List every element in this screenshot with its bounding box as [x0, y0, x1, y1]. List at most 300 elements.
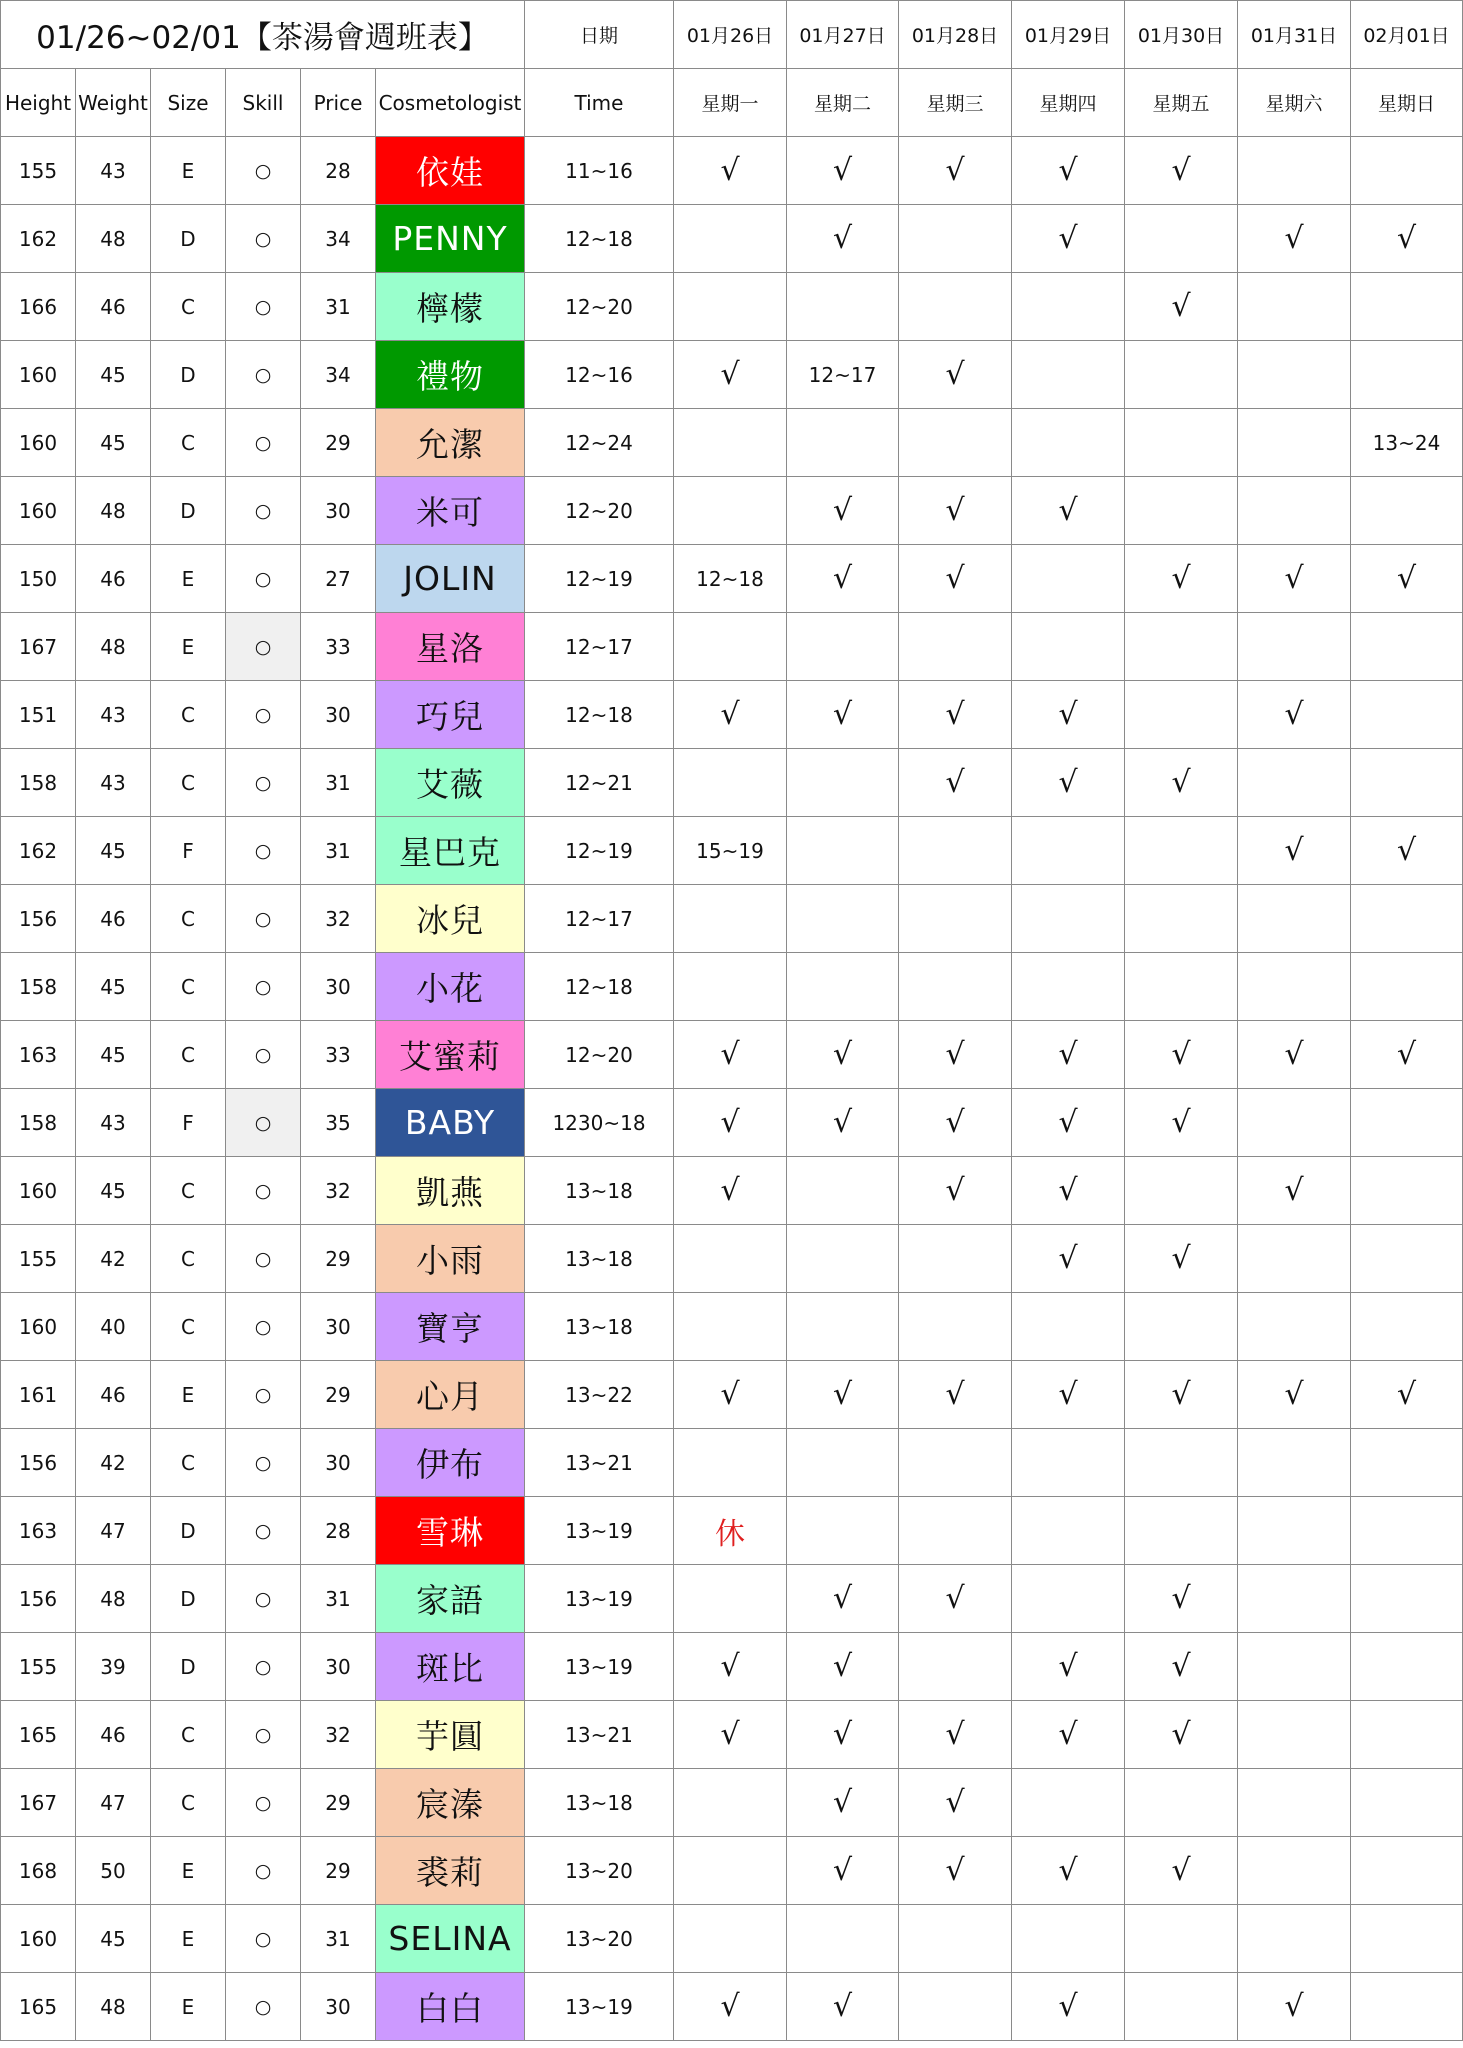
check-mark: √ [1238, 681, 1351, 749]
day-cell [674, 1225, 787, 1293]
size-cell: F [151, 1089, 226, 1157]
size-cell: C [151, 1293, 226, 1361]
cosmetologist-name: 白白 [376, 1973, 525, 2041]
day-cell [1238, 1701, 1351, 1769]
weight-cell: 43 [76, 681, 151, 749]
day-cell [1238, 1497, 1351, 1565]
price-cell: 34 [301, 341, 376, 409]
day-cell [1125, 341, 1238, 409]
cosmetologist-name: 凱燕 [376, 1157, 525, 1225]
price-cell: 28 [301, 137, 376, 205]
table-row [1, 749, 1463, 817]
skill-cell: ○ [226, 1905, 301, 1973]
weight-cell: 45 [76, 409, 151, 477]
skill-cell: ○ [226, 205, 301, 273]
size-cell: C [151, 1701, 226, 1769]
check-mark: √ [787, 1973, 899, 2041]
day-cell [1351, 1497, 1463, 1565]
day-cell [899, 205, 1012, 273]
day-cell [899, 1293, 1012, 1361]
weight-cell: 42 [76, 1429, 151, 1497]
check-mark: √ [787, 1701, 899, 1769]
time-cell: 11~16 [525, 137, 674, 205]
day-hours: 13~24 [1351, 409, 1463, 477]
size-cell: C [151, 409, 226, 477]
skill-cell: ○ [226, 1021, 301, 1089]
day-cell [1125, 1157, 1238, 1225]
day-cell [1125, 1905, 1238, 1973]
skill-cell: ○ [226, 1973, 301, 2041]
check-mark: √ [1012, 1633, 1125, 1701]
height-cell: 158 [1, 953, 76, 1021]
day-cell [1351, 613, 1463, 681]
height-cell: 166 [1, 273, 76, 341]
table-row [1, 1837, 1463, 1905]
skill-cell: ○ [226, 1497, 301, 1565]
day-cell [674, 1429, 787, 1497]
weekday-header: 星期六 [1238, 69, 1351, 137]
check-mark: √ [1238, 1157, 1351, 1225]
skill-cell: ○ [226, 1701, 301, 1769]
table-row [1, 885, 1463, 953]
day-cell [674, 749, 787, 817]
skill-cell: ○ [226, 1633, 301, 1701]
table-row [1, 1157, 1463, 1225]
price-cell: 29 [301, 1361, 376, 1429]
time-cell: 13~19 [525, 1497, 674, 1565]
day-cell [1351, 477, 1463, 545]
day-cell [787, 953, 899, 1021]
cosmetologist-name: 檸檬 [376, 273, 525, 341]
day-cell [1012, 885, 1125, 953]
day-cell [1238, 1225, 1351, 1293]
day-cell [674, 205, 787, 273]
skill-cell: ○ [226, 1769, 301, 1837]
day-cell [1238, 1837, 1351, 1905]
check-mark: √ [1012, 1361, 1125, 1429]
check-mark: √ [1238, 1021, 1351, 1089]
price-cell: 30 [301, 1633, 376, 1701]
height-cell: 160 [1, 477, 76, 545]
check-mark: √ [1125, 1225, 1238, 1293]
day-cell [787, 1429, 899, 1497]
day-cell [1351, 749, 1463, 817]
height-cell: 165 [1, 1973, 76, 2041]
time-cell: 13~19 [525, 1973, 674, 2041]
check-mark: √ [1125, 1633, 1238, 1701]
height-cell: 162 [1, 205, 76, 273]
check-mark: √ [674, 681, 787, 749]
skill-cell: ○ [226, 1089, 301, 1157]
day-cell [899, 1225, 1012, 1293]
check-mark: √ [674, 1089, 787, 1157]
height-cell: 160 [1, 1293, 76, 1361]
price-cell: 27 [301, 545, 376, 613]
check-mark: √ [674, 1633, 787, 1701]
table-row [1, 137, 1463, 205]
check-mark: √ [1351, 545, 1463, 613]
time-cell: 12~17 [525, 613, 674, 681]
date-label: 日期 [525, 1, 674, 69]
date-header: 01月26日 [674, 1, 787, 69]
check-mark: √ [1238, 1973, 1351, 2041]
day-cell [787, 1225, 899, 1293]
time-cell: 1230~18 [525, 1089, 674, 1157]
day-cell [1125, 885, 1238, 953]
day-cell [787, 749, 899, 817]
time-cell: 12~19 [525, 545, 674, 613]
check-mark: √ [674, 1157, 787, 1225]
day-cell [787, 1905, 899, 1973]
day-cell [899, 1633, 1012, 1701]
size-cell: E [151, 545, 226, 613]
size-cell: C [151, 1225, 226, 1293]
check-mark: √ [1238, 817, 1351, 885]
day-cell [1238, 137, 1351, 205]
time-cell: 12~20 [525, 273, 674, 341]
day-cell [1125, 1973, 1238, 2041]
height-cell: 155 [1, 137, 76, 205]
size-cell: D [151, 205, 226, 273]
weight-cell: 48 [76, 613, 151, 681]
price-cell: 33 [301, 613, 376, 681]
check-mark: √ [1125, 1361, 1238, 1429]
day-cell [1012, 817, 1125, 885]
height-cell: 156 [1, 1429, 76, 1497]
size-cell: C [151, 681, 226, 749]
weight-cell: 45 [76, 1905, 151, 1973]
day-cell [1351, 1429, 1463, 1497]
check-mark: √ [1012, 1225, 1125, 1293]
day-cell [787, 885, 899, 953]
skill-cell: ○ [226, 1361, 301, 1429]
cosmetologist-name: PENNY [376, 205, 525, 273]
size-cell: E [151, 1973, 226, 2041]
weight-cell: 47 [76, 1769, 151, 1837]
table-row [1, 273, 1463, 341]
height-cell: 160 [1, 409, 76, 477]
check-mark: √ [1125, 1701, 1238, 1769]
check-mark: √ [787, 681, 899, 749]
day-cell [1351, 1633, 1463, 1701]
price-cell: 31 [301, 749, 376, 817]
check-mark: √ [1238, 1361, 1351, 1429]
check-mark: √ [899, 681, 1012, 749]
time-cell: 12~18 [525, 953, 674, 1021]
check-mark: √ [899, 545, 1012, 613]
table-row [1, 1293, 1463, 1361]
day-cell [1238, 477, 1351, 545]
price-cell: 29 [301, 1769, 376, 1837]
day-cell [1351, 1769, 1463, 1837]
check-mark: √ [787, 1089, 899, 1157]
check-mark: √ [1012, 1157, 1125, 1225]
time-cell: 12~24 [525, 409, 674, 477]
time-cell: 13~19 [525, 1633, 674, 1701]
size-cell: C [151, 1157, 226, 1225]
day-cell [1238, 613, 1351, 681]
day-cell [1012, 409, 1125, 477]
cosmetologist-name: 艾蜜莉 [376, 1021, 525, 1089]
price-cell: 32 [301, 1157, 376, 1225]
day-cell [787, 1497, 899, 1565]
table-row [1, 613, 1463, 681]
skill-cell: ○ [226, 749, 301, 817]
check-mark: √ [787, 1021, 899, 1089]
check-mark: √ [787, 545, 899, 613]
day-cell [787, 817, 899, 885]
price-cell: 34 [301, 205, 376, 273]
size-cell: C [151, 953, 226, 1021]
day-cell [1012, 1429, 1125, 1497]
day-cell [1012, 1905, 1125, 1973]
weight-cell: 48 [76, 1973, 151, 2041]
table-row [1, 1701, 1463, 1769]
day-cell [1012, 1565, 1125, 1633]
day-cell [1351, 341, 1463, 409]
skill-cell: ○ [226, 817, 301, 885]
time-cell: 12~21 [525, 749, 674, 817]
height-cell: 158 [1, 749, 76, 817]
height-cell: 155 [1, 1225, 76, 1293]
date-header: 01月31日 [1238, 1, 1351, 69]
check-mark: √ [674, 137, 787, 205]
table-row [1, 1429, 1463, 1497]
table-row [1, 1225, 1463, 1293]
day-cell [1238, 409, 1351, 477]
cosmetologist-name: 斑比 [376, 1633, 525, 1701]
size-cell: E [151, 137, 226, 205]
time-cell: 13~21 [525, 1701, 674, 1769]
size-cell: F [151, 817, 226, 885]
weight-cell: 43 [76, 137, 151, 205]
time-cell: 13~18 [525, 1293, 674, 1361]
day-cell [674, 1905, 787, 1973]
size-cell: E [151, 613, 226, 681]
table-row [1, 545, 1463, 613]
day-hours: 12~18 [674, 545, 787, 613]
day-cell [1012, 1497, 1125, 1565]
height-cell: 161 [1, 1361, 76, 1429]
day-cell [787, 613, 899, 681]
check-mark: √ [1012, 477, 1125, 545]
table-row [1, 1089, 1463, 1157]
price-cell: 30 [301, 1973, 376, 2041]
time-cell: 12~20 [525, 477, 674, 545]
check-mark: √ [787, 477, 899, 545]
price-cell: 33 [301, 1021, 376, 1089]
time-cell: 13~21 [525, 1429, 674, 1497]
time-cell: 13~19 [525, 1565, 674, 1633]
cosmetologist-name: BABY [376, 1089, 525, 1157]
size-cell: C [151, 1429, 226, 1497]
weight-cell: 48 [76, 1565, 151, 1633]
weight-cell: 50 [76, 1837, 151, 1905]
check-mark: √ [899, 137, 1012, 205]
day-cell [1238, 1633, 1351, 1701]
check-mark: √ [899, 1565, 1012, 1633]
day-cell [674, 613, 787, 681]
day-cell [1012, 1769, 1125, 1837]
check-mark: √ [899, 1769, 1012, 1837]
check-mark: √ [1125, 1837, 1238, 1905]
day-cell [1012, 613, 1125, 681]
check-mark: √ [899, 341, 1012, 409]
day-cell [1012, 1293, 1125, 1361]
price-cell: 29 [301, 409, 376, 477]
skill-cell: ○ [226, 1157, 301, 1225]
weight-cell: 46 [76, 273, 151, 341]
price-cell: 31 [301, 1565, 376, 1633]
title-row [1, 1, 1463, 69]
day-cell [1351, 1905, 1463, 1973]
day-cell [674, 953, 787, 1021]
column-header-size: Size [151, 69, 226, 137]
check-mark: √ [899, 1701, 1012, 1769]
check-mark: √ [674, 1361, 787, 1429]
table-row [1, 1973, 1463, 2041]
day-cell [1012, 545, 1125, 613]
check-mark: √ [1125, 273, 1238, 341]
day-hours: 15~19 [674, 817, 787, 885]
day-cell [899, 953, 1012, 1021]
day-cell [674, 1293, 787, 1361]
height-cell: 160 [1, 341, 76, 409]
day-cell [1351, 1565, 1463, 1633]
date-header: 01月28日 [899, 1, 1012, 69]
check-mark: √ [1238, 205, 1351, 273]
day-cell [1125, 1497, 1238, 1565]
check-mark: √ [787, 1837, 899, 1905]
day-cell [1238, 1565, 1351, 1633]
day-cell [1351, 1293, 1463, 1361]
day-cell [787, 409, 899, 477]
skill-cell: ○ [226, 681, 301, 749]
size-cell: D [151, 1633, 226, 1701]
day-cell [1125, 953, 1238, 1021]
price-cell: 31 [301, 273, 376, 341]
weekday-header: 星期二 [787, 69, 899, 137]
price-cell: 31 [301, 1905, 376, 1973]
date-header: 02月01日 [1351, 1, 1463, 69]
price-cell: 29 [301, 1225, 376, 1293]
skill-cell: ○ [226, 1565, 301, 1633]
check-mark: √ [1012, 137, 1125, 205]
skill-cell: ○ [226, 885, 301, 953]
day-cell [787, 1293, 899, 1361]
cosmetologist-name: 雪琳 [376, 1497, 525, 1565]
check-mark: √ [1351, 817, 1463, 885]
day-cell [1351, 1089, 1463, 1157]
column-header-price: Price [301, 69, 376, 137]
height-cell: 163 [1, 1497, 76, 1565]
check-mark: √ [1238, 545, 1351, 613]
time-cell: 13~22 [525, 1361, 674, 1429]
time-cell: 12~20 [525, 1021, 674, 1089]
day-cell [1351, 1157, 1463, 1225]
cosmetologist-name: 星巴克 [376, 817, 525, 885]
height-cell: 163 [1, 1021, 76, 1089]
weekday-header: 星期日 [1351, 69, 1463, 137]
check-mark: √ [1351, 1021, 1463, 1089]
cosmetologist-name: 心月 [376, 1361, 525, 1429]
column-header-time: Time [525, 69, 674, 137]
cosmetologist-name: 米可 [376, 477, 525, 545]
cosmetologist-name: 寶亨 [376, 1293, 525, 1361]
day-cell [1238, 1089, 1351, 1157]
skill-cell: ○ [226, 1837, 301, 1905]
price-cell: 30 [301, 681, 376, 749]
price-cell: 32 [301, 1701, 376, 1769]
skill-cell: ○ [226, 1429, 301, 1497]
check-mark: √ [787, 1361, 899, 1429]
skill-cell: ○ [226, 613, 301, 681]
check-mark: √ [787, 137, 899, 205]
day-cell [899, 273, 1012, 341]
check-mark: √ [899, 1021, 1012, 1089]
height-cell: 165 [1, 1701, 76, 1769]
day-cell [674, 1565, 787, 1633]
day-cell [1125, 1293, 1238, 1361]
day-cell [1351, 681, 1463, 749]
weight-cell: 45 [76, 1157, 151, 1225]
cosmetologist-name: 依娃 [376, 137, 525, 205]
cosmetologist-name: 冰兒 [376, 885, 525, 953]
check-mark: √ [1012, 749, 1125, 817]
check-mark: √ [899, 1361, 1012, 1429]
cosmetologist-name: 小花 [376, 953, 525, 1021]
table-row [1, 1497, 1463, 1565]
day-cell [1125, 1429, 1238, 1497]
day-cell [1125, 817, 1238, 885]
day-cell [1238, 885, 1351, 953]
weight-cell: 45 [76, 953, 151, 1021]
time-cell: 12~19 [525, 817, 674, 885]
day-off-mark: 休 [674, 1497, 787, 1565]
check-mark: √ [1012, 1701, 1125, 1769]
table-row [1, 681, 1463, 749]
day-cell [1125, 613, 1238, 681]
check-mark: √ [1351, 1361, 1463, 1429]
time-cell: 13~18 [525, 1157, 674, 1225]
weight-cell: 46 [76, 1361, 151, 1429]
height-cell: 155 [1, 1633, 76, 1701]
day-cell [674, 1769, 787, 1837]
height-cell: 156 [1, 1565, 76, 1633]
size-cell: C [151, 885, 226, 953]
check-mark: √ [674, 1973, 787, 2041]
weight-cell: 47 [76, 1497, 151, 1565]
skill-cell: ○ [226, 477, 301, 545]
weekday-header: 星期五 [1125, 69, 1238, 137]
price-cell: 28 [301, 1497, 376, 1565]
table-row [1, 1905, 1463, 1973]
price-cell: 30 [301, 477, 376, 545]
time-cell: 13~20 [525, 1837, 674, 1905]
day-cell [899, 1497, 1012, 1565]
check-mark: √ [1012, 205, 1125, 273]
size-cell: D [151, 341, 226, 409]
day-cell [674, 477, 787, 545]
height-cell: 168 [1, 1837, 76, 1905]
cosmetologist-name: 家語 [376, 1565, 525, 1633]
weight-cell: 46 [76, 1701, 151, 1769]
check-mark: √ [787, 1633, 899, 1701]
day-hours: 12~17 [787, 341, 899, 409]
day-cell [787, 273, 899, 341]
cosmetologist-name: 宸溱 [376, 1769, 525, 1837]
cosmetologist-name: 巧兒 [376, 681, 525, 749]
